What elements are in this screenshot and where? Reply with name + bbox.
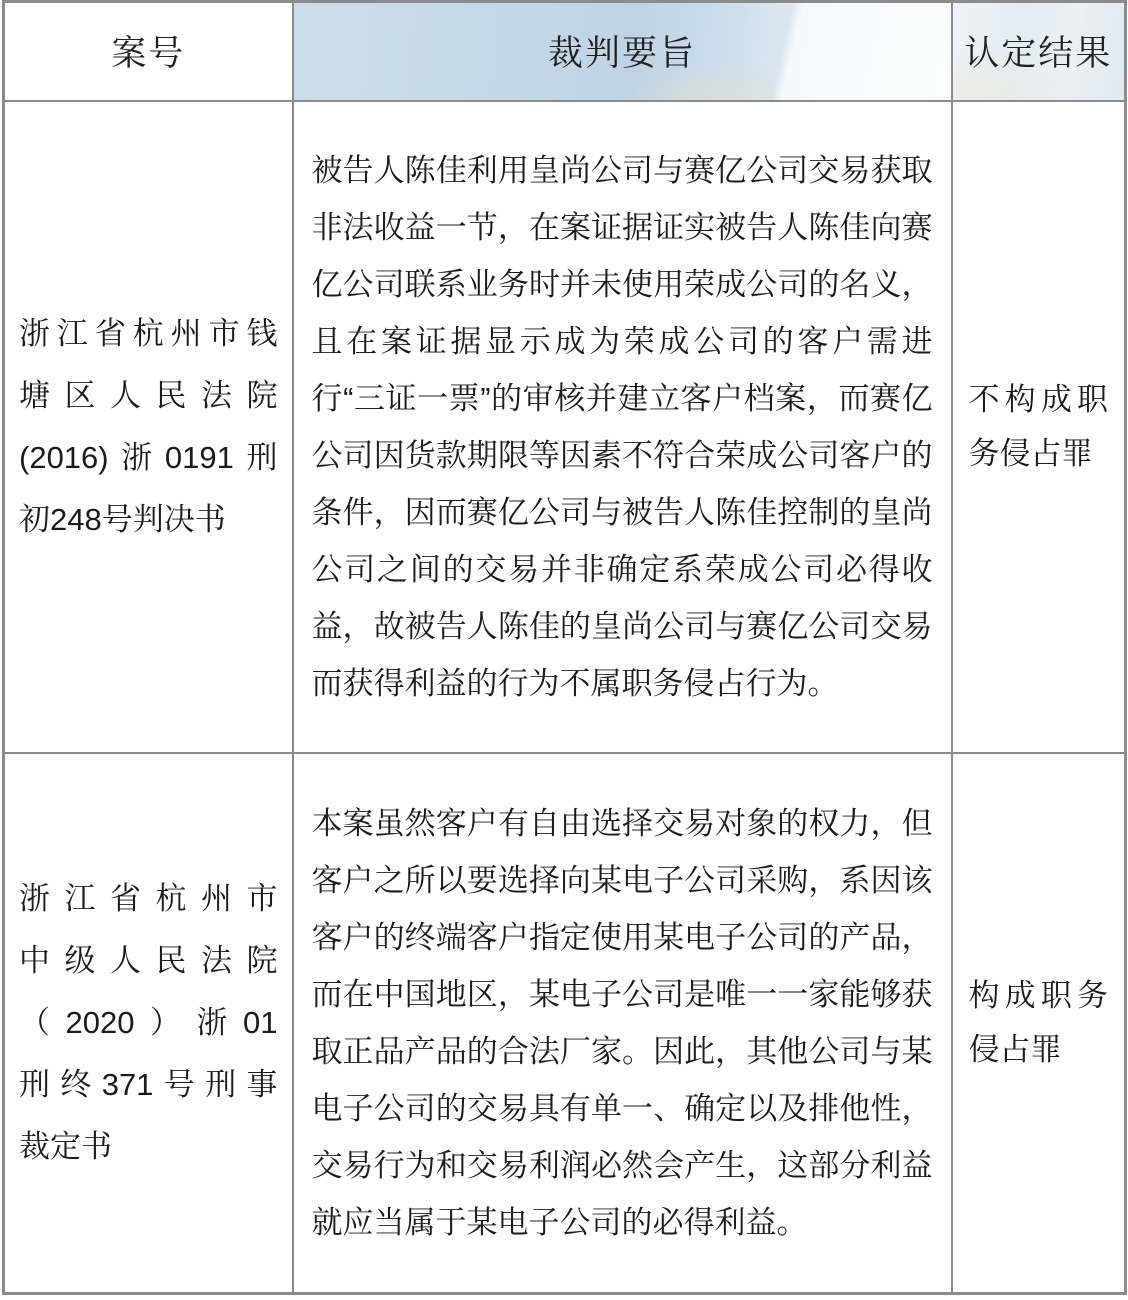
summary-text: 本案虽然客户有自由选择交易对象的权力，但客户之所以要选择向某电子公司采购，系因该客户的终端客户指定使用某电子公司的产品，而在中国地区，某电子公司是唯一一家能够获取正品产品的合法厂家。因此，其他公司与某电子公司的交易具有单一、确定以及排他性，交易行为和交易利润必然会产生，这部分利益就应当属于某电子公司的必得利益。 [311, 805, 933, 1240]
summary-cell [293, 753, 952, 1294]
result-cell [952, 101, 1126, 753]
case-number-line: (2016)浙0191刑 [19, 439, 278, 475]
case-number-cell [4, 753, 293, 1294]
case-table [2, 0, 1127, 1295]
header-determination-result: 认定结果 [952, 2, 1126, 101]
header-case-number: 案号 [4, 2, 293, 101]
result-text: 构成职务侵占罪 [968, 977, 1108, 1067]
header-judgment-summary: 裁判要旨 [293, 2, 952, 101]
result-text: 不构成职务侵占罪 [968, 381, 1108, 471]
result-cell [952, 753, 1126, 1294]
case-number-line: （2020）浙01 [19, 1004, 278, 1040]
table-row [4, 753, 1126, 1294]
table-row [4, 101, 1126, 753]
header-row [4, 2, 1126, 101]
case-number-text [19, 303, 278, 551]
case-number-text [19, 868, 278, 1178]
case-number-line: 塘区人民法院 [19, 377, 278, 413]
case-number-line: 刑终371号刑事 [19, 1066, 278, 1102]
case-number-cell [4, 101, 293, 753]
case-number-line: 浙江省杭州市 [19, 880, 278, 916]
summary-text: 被告人陈佳利用皇尚公司与赛亿公司交易获取非法收益一节，在案证据证实被告人陈佳向赛亿公司联系业务时并未使用荣成公司的名义，且在案证据显示成为荣成公司的客户需进行“三证一票”的审核并建立客户档案，而赛亿公司因货款期限等因素不符合荣成公司客户的条件，因而赛亿公司与被告人陈佳控制的皇尚公司之间的交易并非确定系荣成公司必得收益，故被告人陈佳的皇尚公司与赛亿公司交易而获得利益的行为不属职务侵占行为。 [311, 152, 933, 701]
case-number-line: 裁定书 [19, 1128, 112, 1164]
summary-cell [293, 101, 952, 753]
case-number-line: 浙江省杭州市钱 [19, 315, 278, 351]
case-number-line: 中级人民法院 [19, 942, 278, 978]
case-number-line: 初248号判决书 [19, 501, 226, 537]
